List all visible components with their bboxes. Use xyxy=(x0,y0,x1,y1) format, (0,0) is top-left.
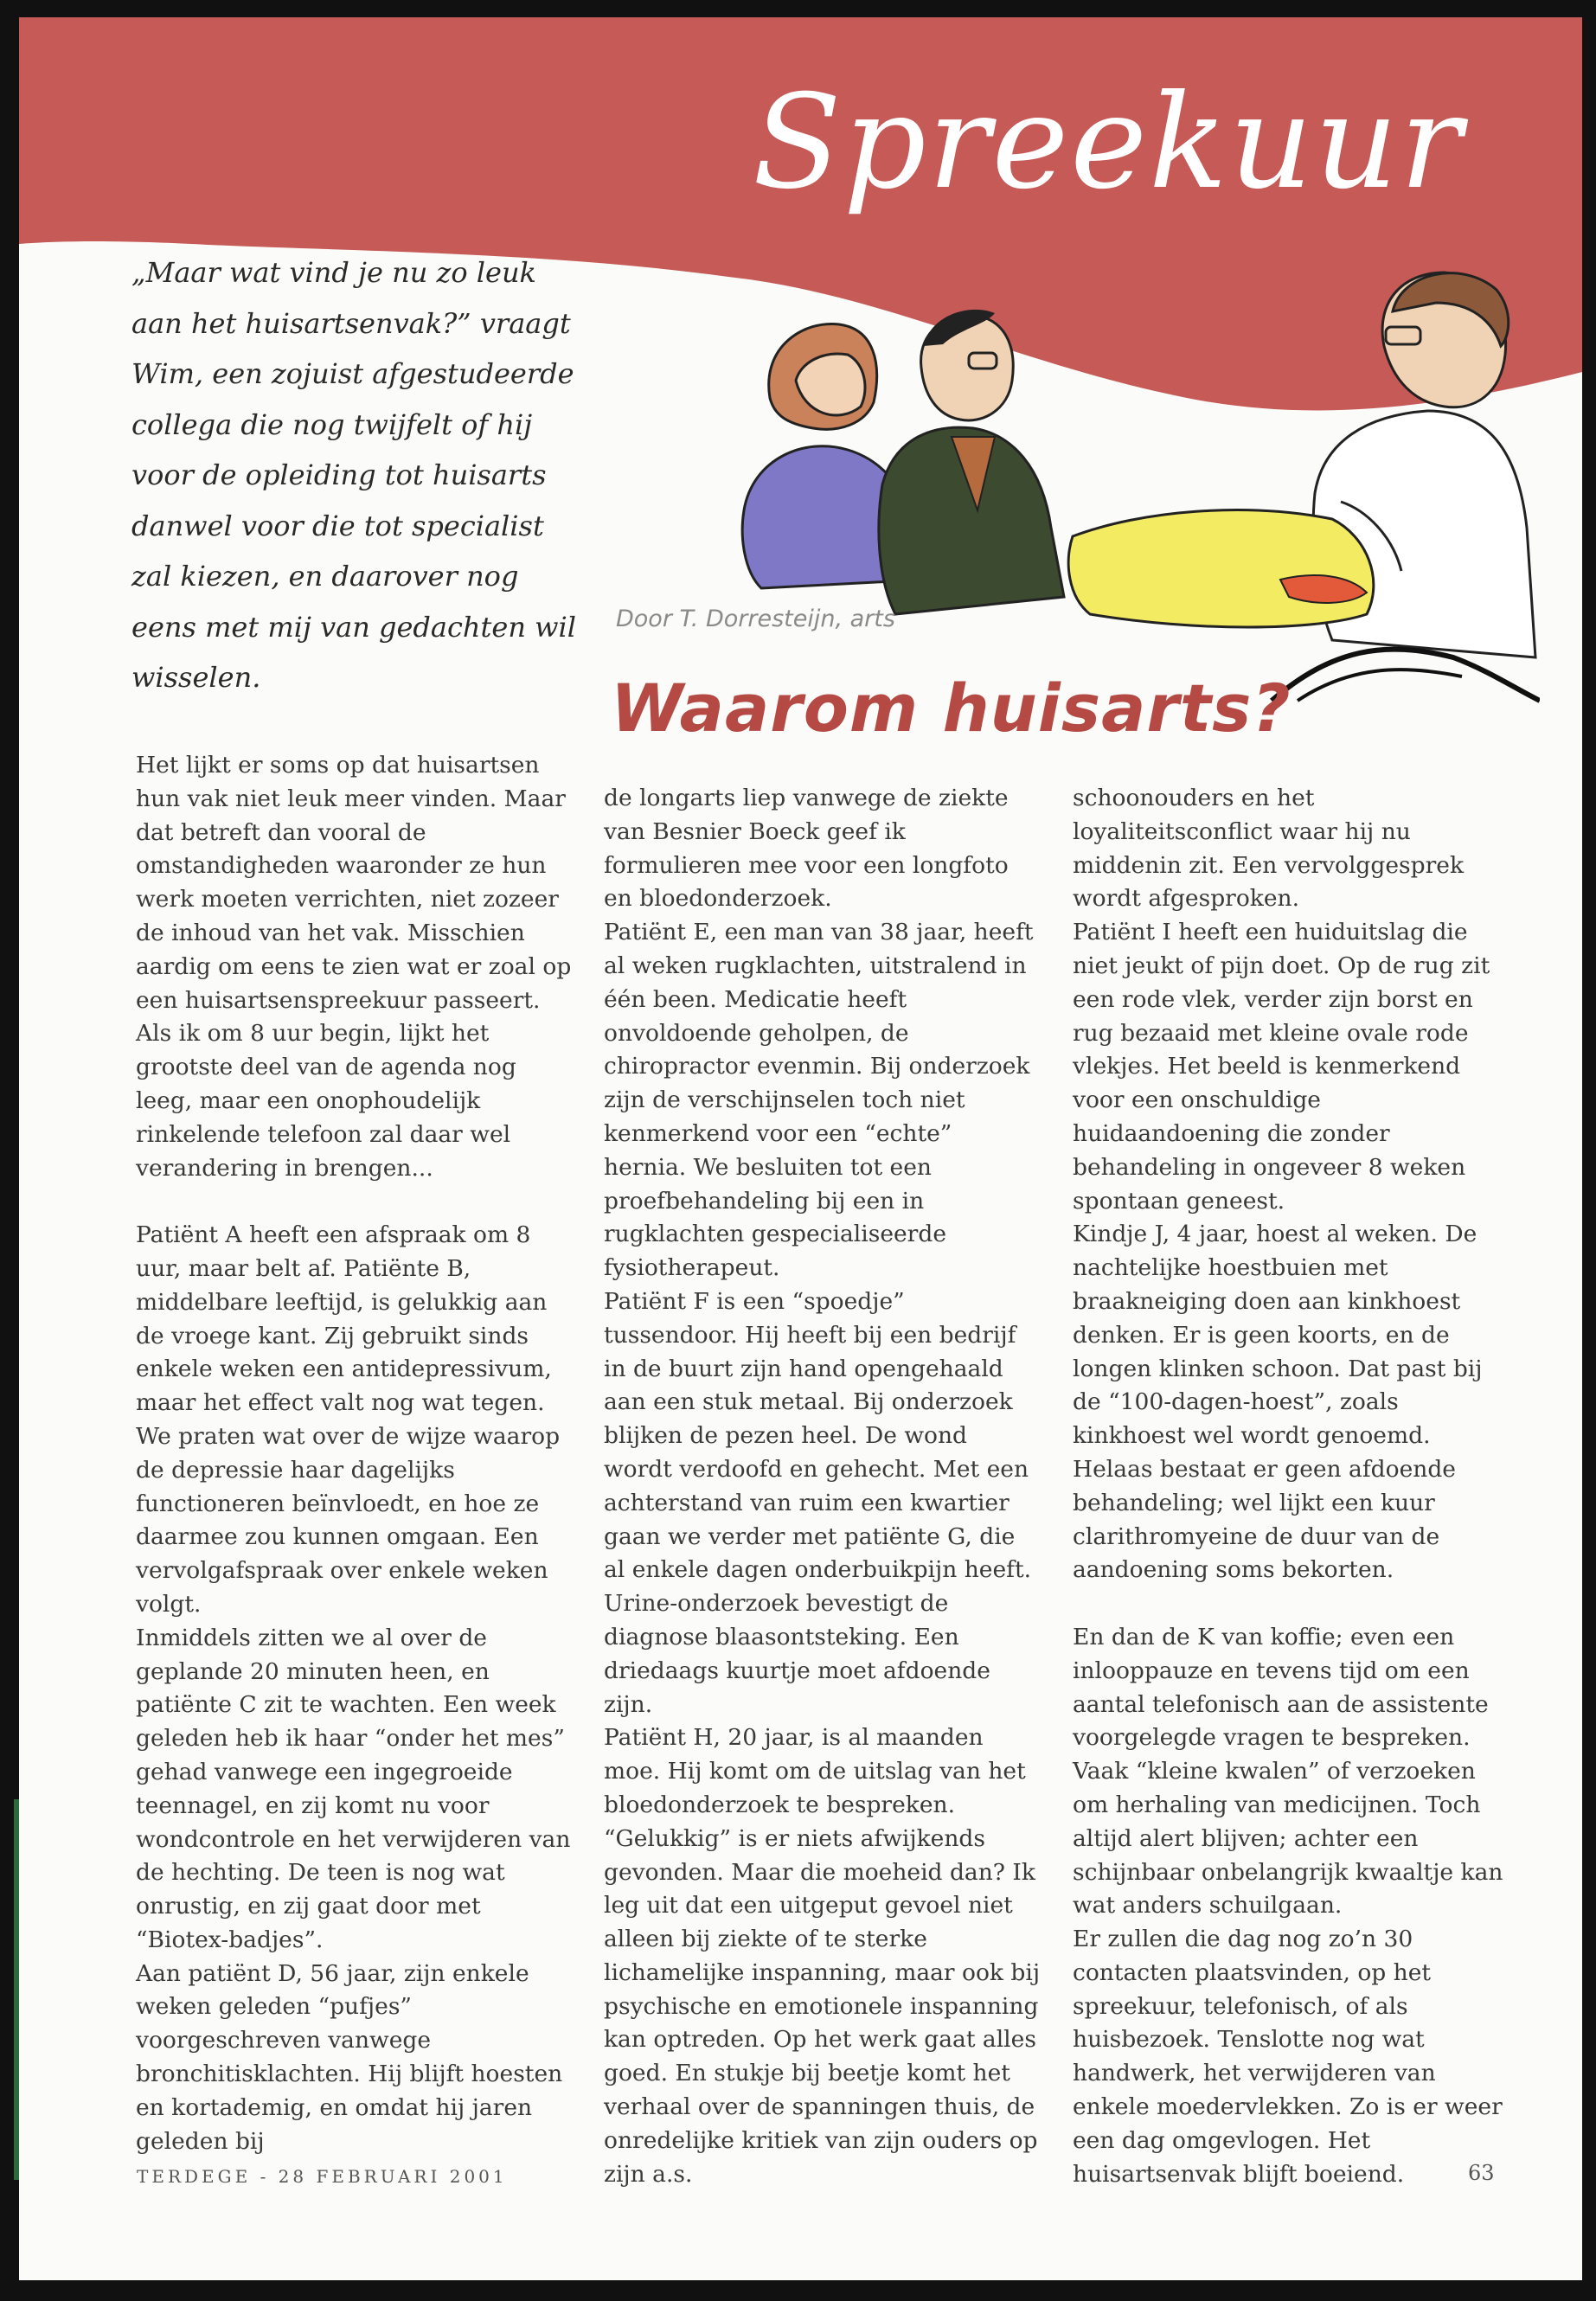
paragraph: Er zullen die dag nog zo’n 30 contacten plaatsvinden, op het spreekuur, telefonisch, of als huisbezoek. Tenslotte nog wat handwerk, het verwijderen van enkele moedervlekken. Zo is er weer een dag omgevlogen. Het huisartsenvak blijft boeiend. xyxy=(1073,1926,1503,2188)
intro-quote: „Maar wat vind je nu zo leuk aan het huisartsenvak?” vraagt Wim, een zojuist afgestudeerde collega die nog twijfelt of hij voor de opleiding tot huisarts danwel voor die tot specialist zal kiezen, en daarover nog eens met mij van gedachten wil wisselen. xyxy=(131,256,576,694)
scan-border-bottom xyxy=(0,2280,1596,2301)
paragraph: Kindje J, 4 jaar, hoest al weken. De nachtelijke hoestbuien met braakneiging doen aan kinkhoest denken. Er is geen koorts, en de longen klinken schoon. Dat past bij de “100-dagen-hoest”, zoals kinkhoest wel wordt genoemd. Helaas bestaat er geen afdoende behandeling; wel lijkt een kuur clarithromyeine de duur van de aandoening soms bekorten. xyxy=(1073,1221,1483,1584)
section-masthead: Spreekuur xyxy=(753,67,1464,218)
footer-publication: TERDEGE - 28 FEBRUARI 2001 xyxy=(137,2166,508,2187)
paragraph: Patiënt E, een man van 38 jaar, heeft al weken rugklachten, uitstralend in één been. Medicatie heeft onvoldoende geholpen, de chiropractor evenmin. Bij onderzoek zijn de verschijnselen toch niet kenmerkend voor een “echte” hernia. We besluiten tot een proefbehandeling bij een in rugklachten gespecialiseerde fysiotherapeut. xyxy=(604,919,1034,1282)
scan-border-right xyxy=(1582,0,1596,2301)
scan-border-left xyxy=(0,0,19,2301)
scan-border-top xyxy=(0,0,1596,17)
article-headline: Waarom huisarts? xyxy=(611,670,1292,747)
article-column-1 xyxy=(136,749,573,2158)
paragraph: Patiënt A heeft een afspraak om 8 uur, maar belt af. Patiënte B, middelbare leeftijd, is gelukkig aan de vroege kant. Zij gebruikt sinds enkele weken een antidepressivum, maar het effect valt nog wat tegen. We praten wat over de wijze waarop de depressie haar dagelijks functioneren beïnvloedt, en hoe ze daarmee zou kunnen omgaan. Een vervolgafspraak over enkele weken volgt. xyxy=(136,1221,561,1618)
paragraph: En dan de K van koffie; even een inlooppauze en tevens tijd om een aantal telefonisch aan de assistente voorgelegde vragen te bespreken. Vaak “kleine kwalen” of verzoeken om herhaling van medicijnen. Toch altijd alert blijven; achter een schijnbaar onbelangrijk kwaaltje kan wat anders schuilgaan. xyxy=(1073,1623,1503,1920)
article-column-2 xyxy=(604,782,1041,2191)
article-column-3 xyxy=(1073,782,1509,2191)
paragraph: Patiënt F is een “spoedje” tussendoor. Hij heeft bij een bedrijf in de buurt zijn hand opengehaald aan een stuk metaal. Bij onderzoek blijken de pezen heel. De wond wordt verdoofd en gehecht. Met een achterstand van ruim een kwartier gaan we verder met patiënte G, die al enkele dagen onderbuikpijn heeft. Urine-onderzoek bevestigt de diagnose blaasontsteking. Een driedaags kuurtje moet afdoende zijn. xyxy=(604,1287,1032,1718)
paragraph: Het lijkt er soms op dat huisartsen hun vak niet leuk meer vinden. Maar dat betreft dan vooral de omstandigheden waaronder ze hun werk moeten verrichten, niet zozeer de inhoud van het vak. Misschien aardig om eens te zien wat er zoal op een huisartsenspreekuur passeert. Als ik om 8 uur begin, lijkt het grootste deel van de agenda nog leeg, maar een onophoudelijk rinkelende telefoon zal daar wel verandering in brengen... xyxy=(136,752,572,1182)
paragraph: Patiënt H, 20 jaar, is al maanden moe. Hij komt om de uitslag van het bloedonderzoek te bespreken. “Gelukkig” is er niets afwijkends gevonden. Maar die moeheid dan? Ik leg uit dat een uitgeput gevoel niet alleen bij ziekte of te sterke lichamelijke inspanning, maar ook bij psychische en emotionele inspanning kan optreden. Op het werk gaat alles goed. En stukje bij beetje komt het verhaal over de spanningen thuis, de onredelijke kritiek van zijn ouders op zijn a.s. xyxy=(604,1724,1041,2188)
paragraph: Patiënt I heeft een huiduitslag die niet jeukt of pijn doet. Op de rug zit een rode vlek, verder zijn borst en rug bezaaid met kleine ovale rode vlekjes. Het beeld is kenmerkend voor een onschuldige huidaandoening die zonder behandeling in ongeveer 8 weken spontaan geneest. xyxy=(1073,919,1490,1215)
scan-edge-mark xyxy=(14,1799,19,2180)
paragraph: Aan patiënt D, 56 jaar, zijn enkele weken geleden “pufjes” voorgeschreven vanwege bronchitisklachten. Hij blijft hoesten en kortademig, en omdat hij jaren geleden bij xyxy=(136,1959,563,2155)
byline: Door T. Dorresteijn, arts xyxy=(616,606,895,632)
paragraph: schoonouders en het loyaliteitsconflict waar hij nu middenin zit. Een vervolggesprek wordt afgesproken. xyxy=(1073,785,1465,913)
paragraph: de longarts liep vanwege de ziekte van Besnier Boeck geef ik formulieren mee voor een longfoto en bloedonderzoek. xyxy=(604,785,1009,913)
paragraph: Inmiddels zitten we al over de geplande 20 minuten heen, en patiënte C zit te wachten. Een week geleden heb ik haar “onder het mes” gehad vanwege een ingegroeide teennagel, en zij komt nu voor wondcontrole en het verwijderen van de hechting. De teen is nog wat onrustig, en zij gaat door met “Biotex-badjes”. xyxy=(136,1624,571,1953)
page-number: 63 xyxy=(1468,2161,1495,2185)
